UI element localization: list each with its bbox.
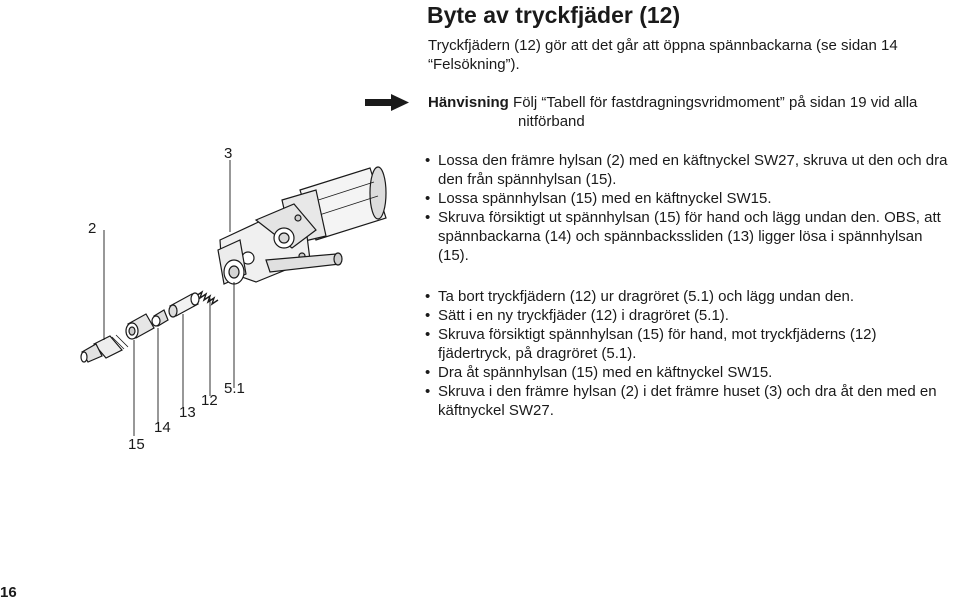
figure-label-3: 3 [224, 145, 233, 162]
list-item: • Lossa den främre hylsan (2) med en käftnyckel SW27, skruva ut den och dra den från spännhylsan (15). [420, 151, 950, 189]
list-item: • Ta bort tryckfjädern (12) ur dragröret (5.1) och lägg undan den. [420, 287, 950, 306]
clamping-sleeve [126, 314, 154, 339]
steps-list-disassembly [420, 151, 950, 265]
list-item: • Dra åt spännhylsan (15) med en käftnyckel SW15. [420, 363, 950, 382]
list-item: • Skruva försiktigt ut spännhylsan (15) för hand och lägg undan den. OBS, att spännbackarna (14) och spännbackssliden (13) ligger lösa i spännhylsan (15). [420, 208, 950, 265]
nosepiece [81, 335, 128, 362]
figure-label-2: 2 [88, 220, 97, 237]
page-number: 16 [0, 584, 17, 601]
list-item: • Skruva försiktigt spännhylsan (15) för hand, mot tryckfjäderns (12) fjädertryck, på dragröret (5.1). [420, 325, 950, 363]
note-label: Hänvisning [428, 94, 509, 111]
figure-label-12: 12 [201, 392, 218, 409]
list-item: • Lossa spännhylsan (15) med en käftnyckel SW15. [420, 189, 950, 208]
list-item: • Sätt i en ny tryckfjäder (12) i dragröret (5.1). [420, 306, 950, 325]
steps-list-assembly [420, 287, 950, 420]
jaws [152, 310, 168, 326]
exploded-view-illustration [70, 140, 390, 460]
note-text-cont: nitförband [518, 113, 585, 130]
figure-label-5-1: 5.1 [224, 380, 245, 397]
note-text: Följ “Tabell för fastdragningsvridmoment” på sidan 19 vid alla [513, 94, 918, 111]
arrow-right-icon [365, 94, 409, 112]
page-title: Byte av tryckfjäder (12) [427, 2, 681, 28]
reference-note [428, 93, 948, 131]
list-item: • Skruva i den främre hylsan (2) i det främre huset (3) och dra åt den med en käftnyckel SW27. [420, 382, 950, 420]
figure-label-14: 14 [154, 419, 171, 436]
figure-label-13: 13 [179, 404, 196, 421]
figure-label-15: 15 [128, 436, 145, 453]
intro-text: Tryckfjädern (12) gör att det går att öppna spännbackarna (se sidan 14 “Felsökning”). [428, 37, 898, 73]
jaw-pusher [169, 293, 199, 317]
